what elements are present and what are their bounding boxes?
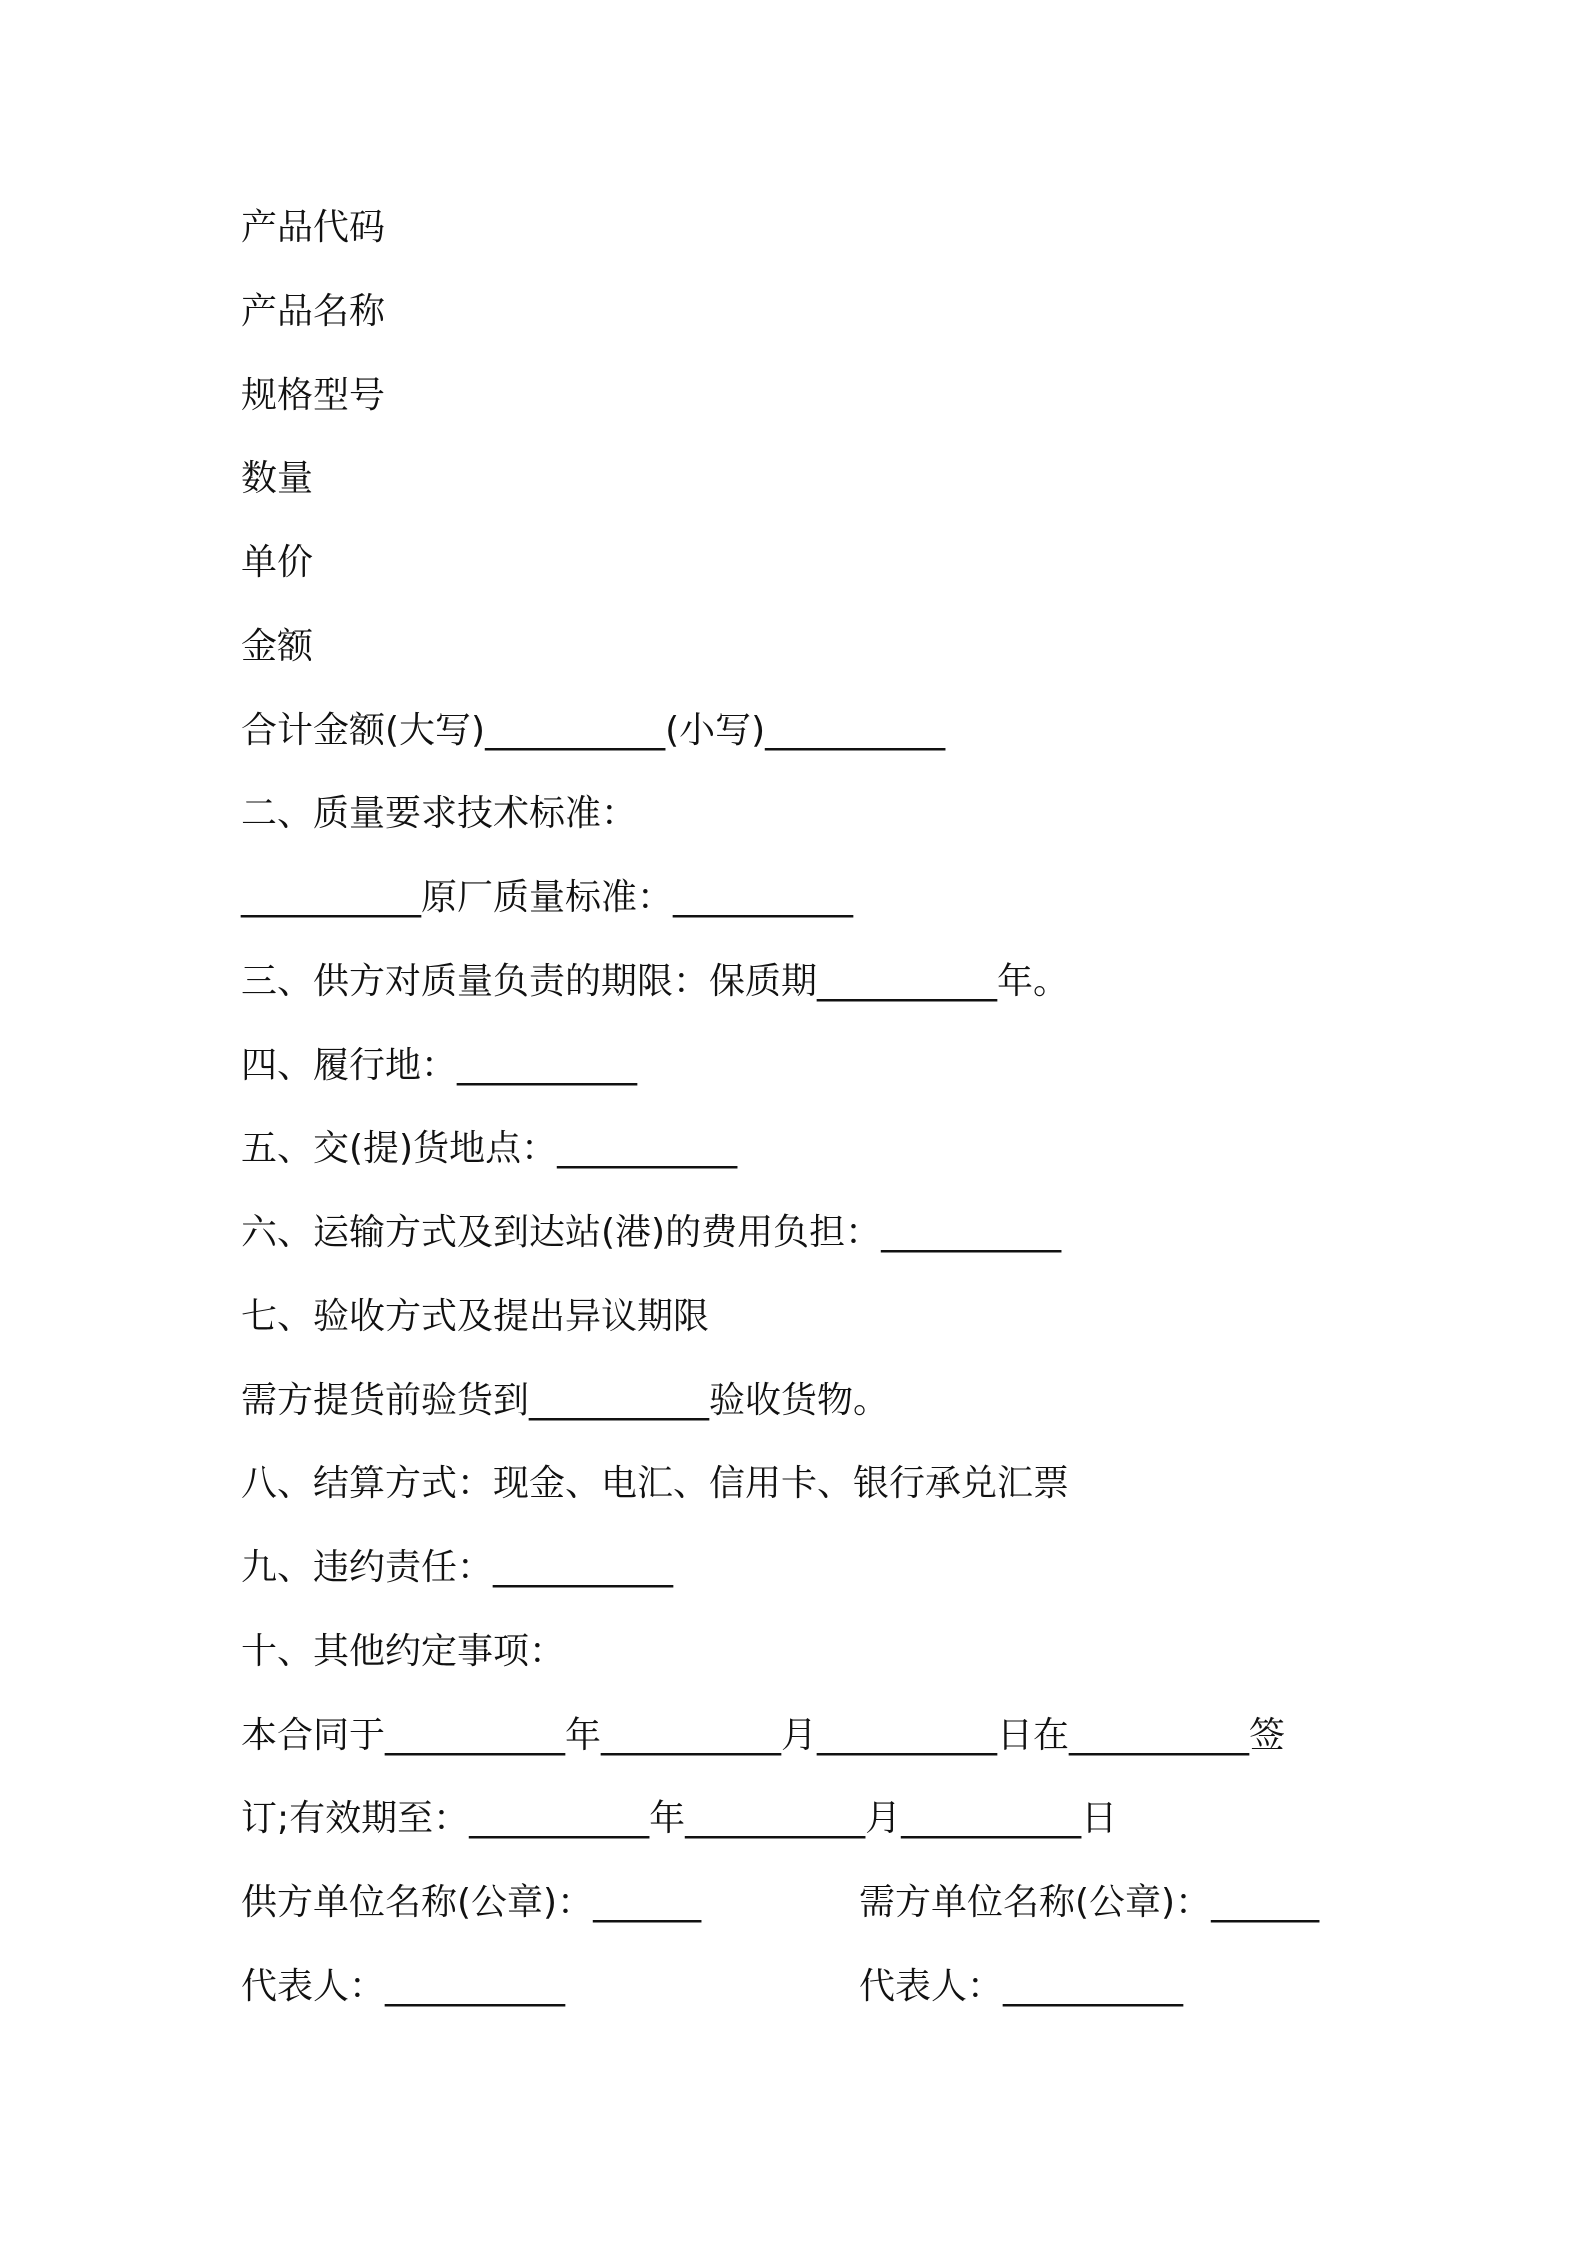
unit-price-label: 单价 (241, 542, 314, 583)
product-code-label: 产品代码 (241, 207, 386, 248)
clause-3-line: 三、供方对质量负责的期限：保质期__________年。 (241, 961, 1070, 1002)
spec-model-label: 规格型号 (241, 375, 386, 416)
buyer-name-field: 需方单位名称(公章)：______ (859, 1882, 1320, 1923)
supplier-representative-field: 代表人：__________ (241, 1966, 566, 2007)
product-name-label: 产品名称 (241, 291, 386, 332)
quantity-label: 数量 (241, 458, 314, 499)
clause-2-heading: 二、质量要求技术标准： (241, 793, 638, 834)
clause-4-line: 四、履行地：__________ (241, 1045, 638, 1086)
validity-line: 订;有效期至：__________年__________月__________日 (241, 1798, 1118, 1839)
clause-6-line: 六、运输方式及到达站(港)的费用负担：__________ (241, 1212, 1062, 1253)
amount-label: 金额 (241, 626, 314, 667)
clause-7-heading: 七、验收方式及提出异议期限 (241, 1296, 710, 1337)
clause-5-line: 五、交(提)货地点：__________ (241, 1128, 738, 1169)
signing-date-line: 本合同于__________年__________月__________日在__________签 (241, 1715, 1286, 1756)
supplier-name-field: 供方单位名称(公章)：______ (241, 1882, 702, 1923)
clause-8-line: 八、结算方式：现金、电汇、信用卡、银行承兑汇票 (241, 1463, 1070, 1504)
total-amount-line: 合计金额(大写)__________(小写)__________ (241, 710, 946, 751)
clause-10-line: 十、其他约定事项： (241, 1631, 566, 1672)
buyer-representative-field: 代表人：__________ (859, 1966, 1184, 2007)
quality-standard-line: __________原厂质量标准：__________ (241, 877, 854, 918)
inspection-line: 需方提货前验货到__________验收货物。 (241, 1380, 890, 1421)
clause-9-line: 九、违约责任：__________ (241, 1547, 674, 1588)
